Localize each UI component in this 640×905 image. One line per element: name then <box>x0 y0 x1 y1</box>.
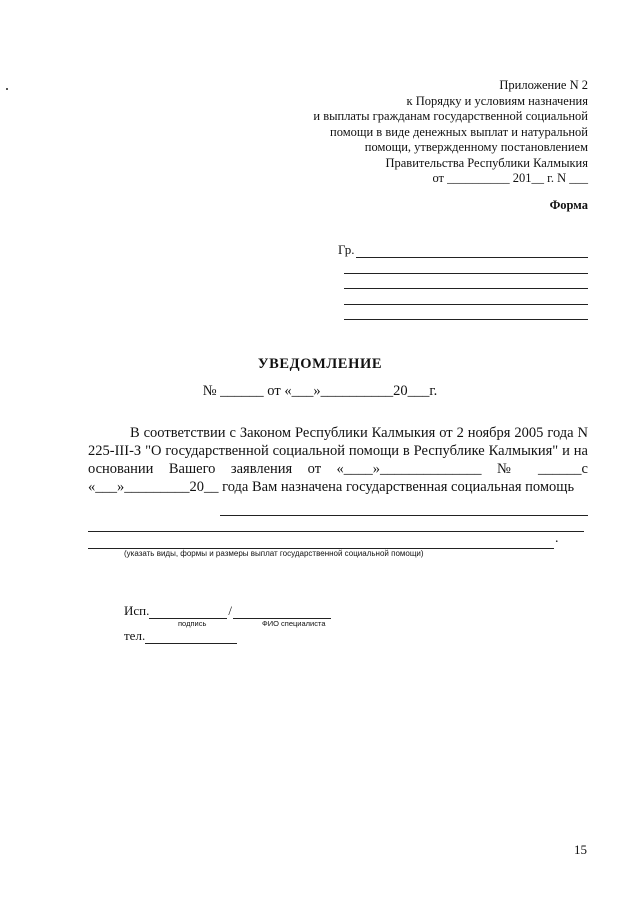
addressee-first-row <box>338 242 588 258</box>
assistance-fill-line <box>88 516 584 532</box>
addressee-fill-line <box>344 305 588 321</box>
addressee-fill-line <box>344 274 588 290</box>
executor-signature-row <box>124 603 331 619</box>
addressee-fill-line <box>344 258 588 274</box>
phone-row <box>124 628 237 644</box>
page-number: 15 <box>574 842 587 857</box>
addressee-fill-line <box>356 244 588 258</box>
name-caption: ФИО специалиста <box>262 619 326 628</box>
header-line: помощи, утвержденному постановлением <box>364 140 588 154</box>
addressee-block <box>338 242 588 320</box>
header-line: Приложение N 2 <box>499 78 588 92</box>
signature-slash: / <box>228 603 232 618</box>
header-line: от __________ 201__ г. N ___ <box>432 171 588 185</box>
assistance-fill-line <box>220 500 588 516</box>
assistance-fill-line <box>88 533 554 549</box>
addressee-fill-line <box>344 289 588 305</box>
form-label: Форма <box>549 198 588 212</box>
header-line: Правительства Республики Калмыкия <box>385 155 588 170</box>
phone-label: тел. <box>124 628 146 643</box>
signature-caption: подпись <box>178 619 207 628</box>
phone-fill-line <box>145 630 237 644</box>
header-line: к Порядку и условиям назначения <box>406 93 588 108</box>
document-title: УВЕДОМЛЕНИЕ <box>257 356 383 372</box>
addressee-prefix: Гр. <box>338 242 355 257</box>
header-line: и выплаты гражданам государственной социальной <box>313 109 588 123</box>
notice-number-line: № ______ от «___»__________20___г. <box>202 383 438 399</box>
appendix-header <box>313 78 588 187</box>
assistance-note: (указать виды, формы и размеры выплат государственной социальной помощи) <box>124 549 424 558</box>
end-mark: . <box>555 531 559 546</box>
executor-label: Исп. <box>124 603 150 618</box>
name-fill-line <box>233 605 331 619</box>
notice-body <box>88 424 588 496</box>
signature-fill-line <box>149 605 227 619</box>
stray-dot <box>6 88 8 90</box>
notice-paragraph: В соответствии с Законом Республики Калмыкия от 2 ноября 2005 года N 225-III-З "О государственной социальной помощи в Республике Калмыкия" и на основании Вашего заявления от «____»______________ № ______с «___»_________20__ года Вам назначена государственная социальная помощь <box>88 425 588 495</box>
header-line: помощи в виде денежных выплат и натуральной <box>330 124 588 139</box>
